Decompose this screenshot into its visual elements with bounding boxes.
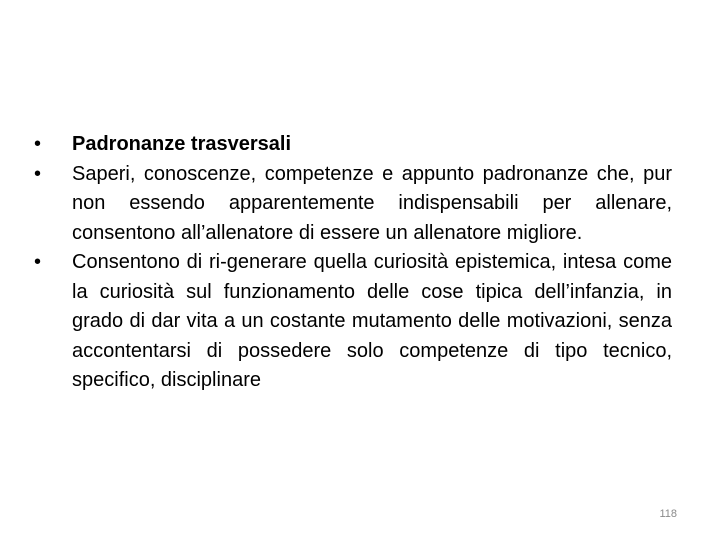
bullet-item-saperi [34,160,672,249]
bullet-item-consentono [34,248,672,396]
bullet-list [34,130,672,396]
bullet-text-saperi: Saperi, conoscenze, competenze e appunto padronanze che, pur non essendo apparentemente indispensabili per allenare, consentono all’allenatore di essere un allenatore migliore. [72,162,672,244]
page-number: 118 [659,508,677,520]
bullet-marker: • [34,251,42,273]
bullet-item-heading [34,130,672,160]
bullet-marker: • [34,162,42,185]
bullet-marker: • [34,133,42,155]
bullet-text-consentono: Consentono di ri-generare quella curiosità epistemica, intesa come la curiosità sul funzionamento delle cose tipica dell’infanzia, in grado di dar vita a un costante mutamento delle motivazioni, senza accontentarsi di possedere solo competenze di tipo tecnico, specifico, disciplinare [72,251,672,391]
bullet-text-heading: Padronanze trasversali [72,133,291,155]
